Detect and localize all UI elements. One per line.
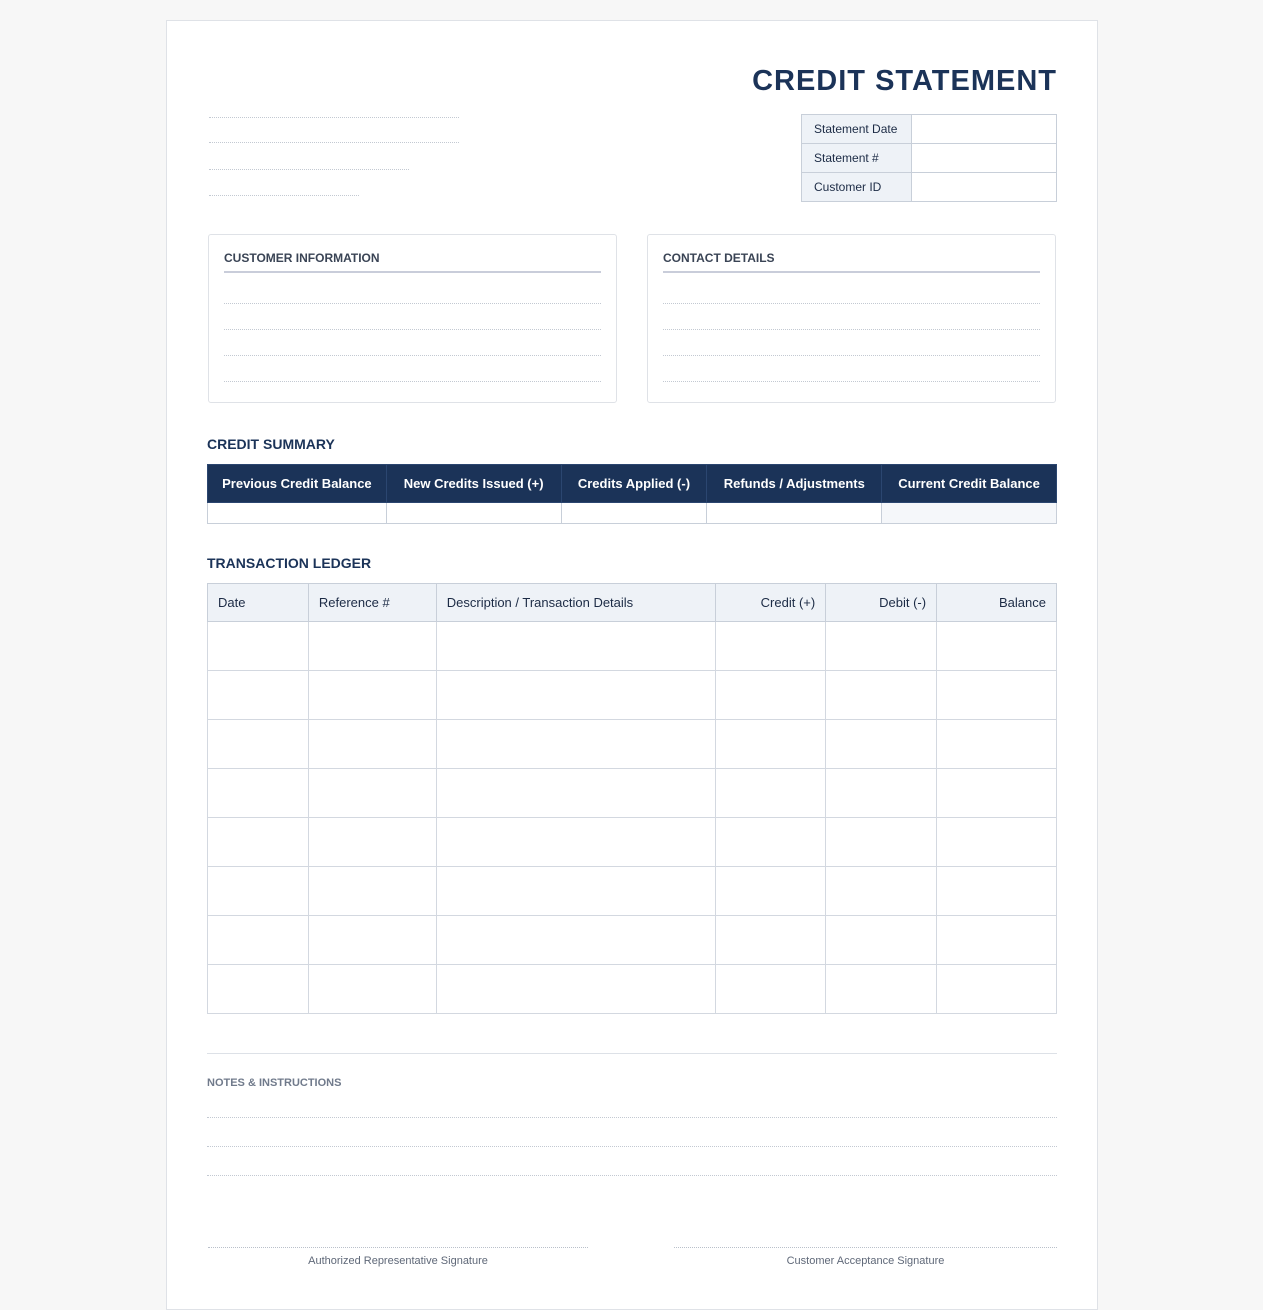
ledger-credit-cell[interactable] [716,818,826,867]
table-row [208,769,1057,818]
ledger-col-description: Description / Transaction Details [436,584,716,622]
contact-details-box [647,234,1056,403]
customer-signature-line[interactable] [674,1247,1057,1248]
ledger-col-balance: Balance [937,584,1057,622]
authorized-signature-label: Authorized Representative Signature [308,1255,488,1267]
ledger-reference-cell[interactable] [308,818,436,867]
meta-label-statement-date: Statement Date [802,115,912,144]
ledger-balance-cell[interactable] [937,916,1057,965]
statement-page [166,20,1098,1310]
ledger-debit-cell[interactable] [826,622,937,671]
company-city-line[interactable] [209,169,409,170]
customer-info-line[interactable] [224,303,601,304]
ledger-date-cell[interactable] [208,818,309,867]
contact-details-heading: CONTACT DETAILS [663,251,1040,273]
contact-detail-line[interactable] [663,329,1040,330]
customer-signature-label: Customer Acceptance Signature [786,1255,945,1267]
ledger-balance-cell[interactable] [937,769,1057,818]
ledger-date-cell[interactable] [208,769,309,818]
meta-label-customer-id: Customer ID [802,173,912,202]
notes-line[interactable] [207,1117,1057,1118]
summary-col-previous-balance: Previous Credit Balance [208,465,387,503]
summary-col-current-balance: Current Credit Balance [882,465,1057,503]
meta-label-statement-number: Statement # [802,144,912,173]
credit-summary-heading: CREDIT SUMMARY [207,436,335,452]
ledger-reference-cell[interactable] [308,916,436,965]
customer-info-line[interactable] [224,381,601,382]
new-credits-field[interactable] [386,503,561,524]
contact-detail-line[interactable] [663,381,1040,382]
ledger-col-debit: Debit (-) [826,584,937,622]
ledger-debit-cell[interactable] [826,720,937,769]
transaction-ledger-heading: TRANSACTION LEDGER [207,555,372,571]
customer-info-line[interactable] [224,355,601,356]
ledger-debit-cell[interactable] [826,769,937,818]
ledger-body [208,622,1057,1014]
ledger-balance-cell[interactable] [937,671,1057,720]
ledger-col-date: Date [208,584,309,622]
ledger-description-cell[interactable] [436,720,716,769]
table-row [208,720,1057,769]
ledger-credit-cell[interactable] [716,720,826,769]
ledger-debit-cell[interactable] [826,671,937,720]
ledger-debit-cell[interactable] [826,867,937,916]
summary-col-credits-applied: Credits Applied (-) [561,465,707,503]
ledger-date-cell[interactable] [208,622,309,671]
contact-detail-line[interactable] [663,355,1040,356]
customer-information-box [208,234,617,403]
summary-col-new-credits: New Credits Issued (+) [386,465,561,503]
ledger-debit-cell[interactable] [826,916,937,965]
ledger-reference-cell[interactable] [308,769,436,818]
ledger-debit-cell[interactable] [826,818,937,867]
ledger-credit-cell[interactable] [716,671,826,720]
ledger-balance-cell[interactable] [937,720,1057,769]
ledger-date-cell[interactable] [208,671,309,720]
ledger-credit-cell[interactable] [716,916,826,965]
table-row [208,818,1057,867]
ledger-date-cell[interactable] [208,916,309,965]
table-row [208,622,1057,671]
ledger-reference-cell[interactable] [308,720,436,769]
section-divider [207,1053,1057,1054]
ledger-description-cell[interactable] [436,818,716,867]
credits-applied-field[interactable] [561,503,707,524]
company-address-line[interactable] [209,142,459,143]
customer-info-line[interactable] [224,329,601,330]
ledger-date-cell[interactable] [208,867,309,916]
customer-information-heading: CUSTOMER INFORMATION [224,251,601,273]
previous-balance-field[interactable] [208,503,387,524]
statement-number-field[interactable] [912,144,1057,173]
table-row [208,867,1057,916]
table-row [208,965,1057,1014]
notes-line[interactable] [207,1146,1057,1147]
ledger-credit-cell[interactable] [716,867,826,916]
notes-line[interactable] [207,1175,1057,1176]
table-row [208,671,1057,720]
ledger-balance-cell[interactable] [937,867,1057,916]
ledger-balance-cell[interactable] [937,818,1057,867]
current-balance-field[interactable] [882,503,1057,524]
ledger-credit-cell[interactable] [716,965,826,1014]
ledger-description-cell[interactable] [436,769,716,818]
statement-date-field[interactable] [912,115,1057,144]
table-row [208,916,1057,965]
ledger-balance-cell[interactable] [937,622,1057,671]
refunds-field[interactable] [707,503,882,524]
ledger-description-cell[interactable] [436,622,716,671]
statement-meta-table [801,114,1057,202]
ledger-col-credit: Credit (+) [716,584,826,622]
ledger-balance-cell[interactable] [937,965,1057,1014]
ledger-description-cell[interactable] [436,867,716,916]
ledger-description-cell[interactable] [436,671,716,720]
ledger-debit-cell[interactable] [826,965,937,1014]
transaction-ledger-table [207,583,1057,1014]
ledger-reference-cell[interactable] [308,867,436,916]
contact-detail-line[interactable] [663,303,1040,304]
ledger-credit-cell[interactable] [716,622,826,671]
customer-id-field[interactable] [912,173,1057,202]
ledger-credit-cell[interactable] [716,769,826,818]
company-name-line[interactable] [209,117,459,118]
document-title: CREDIT STATEMENT [752,65,1057,97]
ledger-date-cell[interactable] [208,720,309,769]
ledger-description-cell[interactable] [436,965,716,1014]
ledger-reference-cell[interactable] [308,671,436,720]
company-phone-line[interactable] [209,195,359,196]
summary-col-refunds: Refunds / Adjustments [707,465,882,503]
ledger-col-reference: Reference # [308,584,436,622]
notes-heading: NOTES & INSTRUCTIONS [207,1077,342,1089]
ledger-reference-cell[interactable] [308,965,436,1014]
credit-summary-table [207,464,1057,524]
ledger-description-cell[interactable] [436,916,716,965]
ledger-date-cell[interactable] [208,965,309,1014]
ledger-reference-cell[interactable] [308,622,436,671]
authorized-signature-line[interactable] [208,1247,588,1248]
